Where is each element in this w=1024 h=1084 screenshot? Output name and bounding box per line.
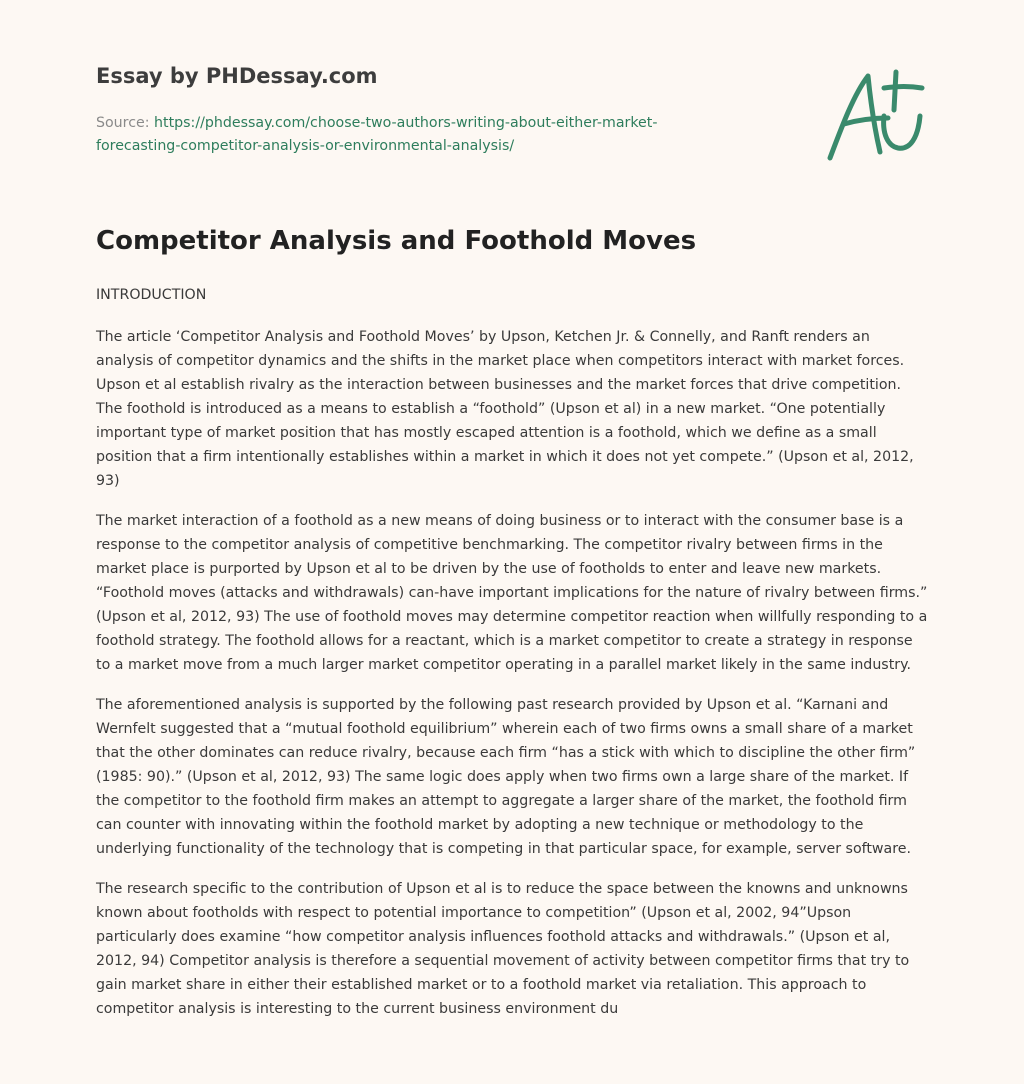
essay-body [96, 325, 930, 1037]
paragraph: The aforementioned analysis is supported by the following past research provided by Upson et al. “Karnani and Wernfelt suggested that a “mutual foothold equilibrium” wherein each of two firms owns a small share of a market that the other dominates can reduce rivalry, because each firm “has a stick with which to discipline the other firm” (1985: 90).” (Upson et al, 2012, 93) The same logic does apply when two firms own a large share of the market. If the competitor to the foothold firm makes an attempt to aggregate a larger share of the market, the foothold firm can counter with innovating within the foothold market by adopting a new technique or methodology to the underlying functionality of the technology that is competing in that particular space, for example, server software. [96, 697, 916, 857]
paragraph: The article ‘Competitor Analysis and Foothold Moves’ by Upson, Ketchen Jr. & Connelly, and Ranft renders an analysis of competitor dynamics and the shifts in the market place when competitors interact with market forces. Upson et al establish rivalry as the interaction between businesses and the market forces that drive competition. The foothold is introduced as a means to establish a “foothold” (Upson et al) in a new market. “One potentially important type of market position that has mostly escaped attention is a foothold, which we define as a small position that a firm intentionally establishes within a market in which it does not yet compete.” (Upson et al, 2012, 93) [96, 329, 914, 489]
essay-title: Competitor Analysis and Foothold Moves [96, 226, 697, 256]
source-link-line1: https://phdessay.com/choose-two-authors-writing-about-either-market- [154, 115, 658, 131]
source-link-line2: forecasting-competitor-analysis-or-environmental-analysis/ [96, 138, 515, 154]
paragraph: The research specific to the contribution of Upson et al is to reduce the space between the knowns and unknowns known about footholds with respect to potential importance to competition” (Upson et al, 2002, 94”Upson particularly does examine “how competitor analysis influences foothold attacks and withdrawals.” (Upson et al, 2012, 94) Competitor analysis is therefore a sequential movement of activity between competitor firms that try to gain market share in either their established market or to a foothold market via retaliation. This approach to competitor analysis is interesting to the current business environment du [96, 881, 910, 1017]
source-line [96, 112, 716, 158]
a-plus-logo-icon [822, 66, 932, 166]
source-link[interactable] [96, 115, 657, 154]
section-heading: INTRODUCTION [96, 287, 207, 303]
paragraph: The market interaction of a foothold as a new means of doing business or to interact with the consumer base is a response to the competitor analysis of competitive benchmarking. The competitor rivalry between firms in the market place is purported by Upson et al to be driven by the use of footholds to enter and leave new markets. “Foothold moves (attacks and withdrawals) can-have important implications for the nature of rivalry between firms.” (Upson et al, 2012, 93) The use of foothold moves may determine competitor reaction when willfully responding to a foothold strategy. The foothold allows for a reactant, which is a market competitor to create a strategy in response to a market move from a much larger market competitor operating in a parallel market likely in the same industry. [96, 513, 928, 673]
source-label: Source: [96, 115, 150, 131]
site-title: Essay by PHDessay.com [96, 64, 378, 88]
